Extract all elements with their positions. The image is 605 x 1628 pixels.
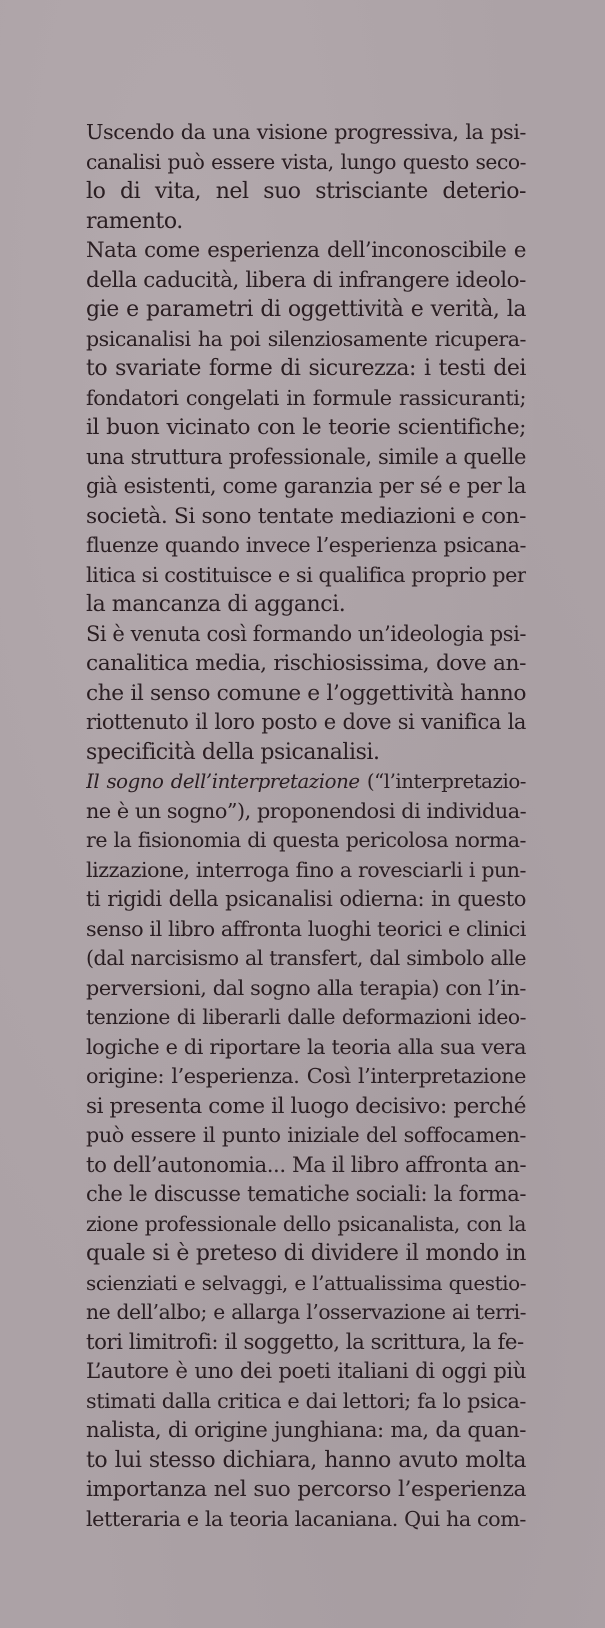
text-line: fondatori congelati in formule rassicuranti;	[86, 385, 526, 410]
text-line: può essere il punto iniziale del soffocamen-	[86, 1123, 526, 1147]
text-line: litica si costituisce e si qualifica proprio per	[86, 562, 526, 587]
text-line: che le discusse tematiche sociali: la forma-	[86, 1182, 526, 1206]
text-line: L’autore è uno dei poeti italiani di oggi più	[86, 1359, 526, 1384]
text-line: della caducità, libera di infrangere ideolo-	[86, 267, 526, 293]
text-line: Nata come esperienza dell’inconoscibile e	[86, 238, 526, 263]
paragraph-5	[86, 1357, 526, 1534]
text-line: nalista, di origine junghiana: ma, da quan-	[86, 1418, 526, 1443]
paragraph-2	[86, 236, 526, 620]
text-line: lo di vita, nel suo strisciante deterio-	[86, 179, 526, 204]
text-line: importanza nel suo percorso l’esperienza	[86, 1477, 526, 1502]
text-line: tori limitrofi: il soggetto, la scrittura, la fe-	[86, 1329, 524, 1355]
text-line: letteraria e la teoria lacaniana. Qui ha com-	[86, 1506, 526, 1531]
text-line: re la fisionomia di questa pericolosa norma-	[86, 828, 526, 852]
text-line: specificità della psicanalisi.	[86, 739, 380, 765]
text-line: to lui stesso dichiara, hanno avuto molta	[86, 1447, 526, 1473]
text-line: (dal narcisismo al transfert, dal simbolo alle	[86, 946, 526, 970]
text-line: psicanalisi ha poi silenziosamente ricupera-	[86, 326, 526, 351]
paragraph-1	[86, 118, 526, 236]
text-line: canalitica media, rischiosissima, dove an-	[86, 651, 526, 676]
text-line: ne è un sogno”), proponendosi di individua-	[86, 798, 526, 823]
text-line: già esistenti, come garanzia per sé e per la	[86, 474, 526, 498]
text-line: canalisi può essere vista, lungo questo seco-	[86, 149, 526, 174]
text-line: Si è venuta così formando un’ideologia psi-	[86, 621, 526, 646]
text-line: si presenta come il luogo decisivo: perché	[86, 1093, 526, 1119]
text-line: una struttura professionale, simile a quelle	[86, 444, 526, 469]
text-line: ramento.	[86, 208, 183, 234]
text-line: fluenze quando invece l’esperienza psicana-	[86, 533, 526, 557]
text-fragment: (“l’interpretazio-	[359, 770, 526, 793]
text-line: perversioni, dal sogno alla terapia) con l’in-	[86, 975, 526, 1000]
text-line: ne dell’albo; e allarga l’osservazione ai terri-	[86, 1300, 526, 1324]
blurb-text	[86, 118, 526, 1534]
text-line: riottenuto il loro posto e dove si vanifica la	[86, 710, 526, 734]
text-line: zione professionale dello psicanalista, con la	[86, 1211, 526, 1236]
text-line: senso il libro affronta luoghi teorici e clinici	[86, 916, 526, 941]
text-line: scienziati e selvaggi, e l’attualissima questio-	[86, 1270, 526, 1295]
text-line: quale si è preteso di dividere il mondo in	[86, 1241, 526, 1266]
text-line: stimati dalla critica e dai lettori; fa lo psica-	[86, 1388, 526, 1413]
text-line: to dell’autonomia... Ma il libro affronta an-	[86, 1152, 526, 1178]
text-line: Uscendo da una visione progressiva, la psi-	[86, 120, 526, 144]
text-line: origine: l’esperienza. Così l’interpretazione	[86, 1064, 526, 1088]
text-line: la mancanza di agganci.	[86, 592, 346, 617]
book-title: Il sogno dell’interpretazione	[86, 770, 360, 793]
text-line: gie e parametri di oggettività e verità, la	[86, 297, 526, 322]
paragraph-4	[86, 767, 526, 1357]
text-line: lizzazione, interroga fino a rovesciarli i pun-	[86, 857, 526, 882]
text-line: che il senso comune e l’oggettività hanno	[86, 680, 526, 706]
text-line	[86, 767, 526, 797]
text-line: società. Si sono tentate mediazioni e con-	[86, 503, 526, 529]
paragraph-3	[86, 620, 526, 768]
text-line: to svariate forme di sicurezza: i testi dei	[86, 356, 526, 381]
text-line: il buon vicinato con le teorie scientifiche;	[86, 415, 526, 440]
text-line: ti rigidi della psicanalisi odierna: in questo	[86, 887, 526, 911]
text-line: tenzione di liberarli dalle deformazioni ideo-	[86, 1005, 526, 1029]
text-line: logiche e di riportare la teoria alla sua vera	[86, 1034, 526, 1059]
